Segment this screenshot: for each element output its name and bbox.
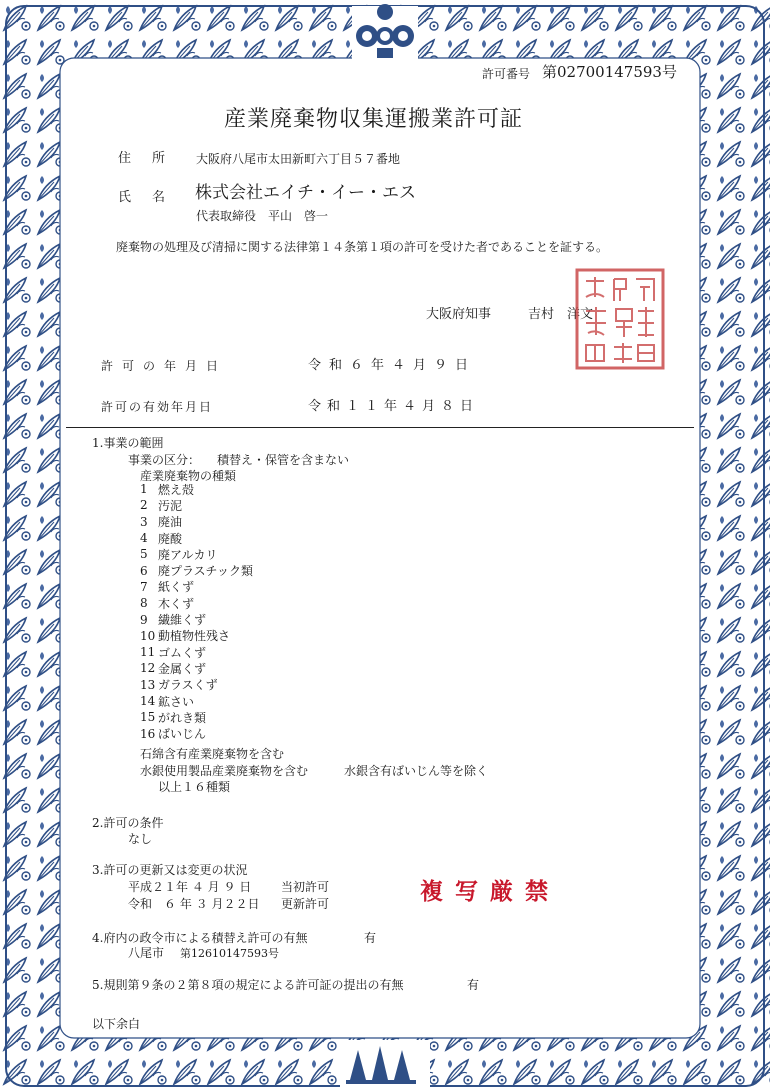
history-date-2: 令和 ６ 年 ３ 月２２日 bbox=[128, 897, 260, 911]
business-division-value: 積替え・保管を含まない bbox=[217, 453, 350, 467]
governor-name: 吉村 洋文 bbox=[528, 307, 594, 322]
waste-type-item bbox=[140, 595, 253, 611]
waste-type-item bbox=[140, 546, 253, 562]
waste-type-name: 燃え殻 bbox=[158, 482, 195, 497]
waste-type-number: 3 bbox=[140, 514, 148, 529]
waste-type-number: 4 bbox=[140, 531, 148, 546]
permit-number-label: 許可番号 bbox=[482, 67, 531, 81]
section5-value: 有 bbox=[467, 978, 480, 992]
waste-type-number: 15 bbox=[140, 710, 156, 725]
waste-type-number: 10 bbox=[140, 628, 156, 643]
waste-type-item bbox=[140, 481, 253, 497]
waste-type-number: 9 bbox=[140, 612, 148, 627]
waste-type-name: 紙くず bbox=[158, 580, 195, 595]
bottom-ornament bbox=[340, 1040, 430, 1088]
waste-type-name: がれき類 bbox=[158, 710, 207, 725]
total-count: 以上１６種類 bbox=[158, 780, 231, 794]
waste-type-name: 廃アルカリ bbox=[158, 547, 218, 562]
waste-type-name: 木くず bbox=[158, 596, 195, 611]
name-label: 氏 名 bbox=[118, 190, 170, 205]
waste-type-item bbox=[140, 611, 253, 627]
permit-number: 第02700147593号 bbox=[542, 63, 677, 81]
waste-type-number: 16 bbox=[140, 726, 156, 741]
official-seal bbox=[574, 267, 666, 371]
business-division-label: 事業の区分： bbox=[128, 453, 201, 467]
section1-heading: 1.事業の範囲 bbox=[92, 436, 164, 450]
closing-note: 以下余白 bbox=[92, 1017, 141, 1031]
document-title: 産業廃棄物収集運搬業許可証 bbox=[224, 107, 524, 132]
waste-type-name: 廃油 bbox=[158, 515, 183, 530]
waste-type-item bbox=[140, 497, 253, 513]
section4-heading: 4.府内の政令市による積替え許可の有無 bbox=[92, 931, 308, 945]
waste-type-number: 2 bbox=[140, 498, 148, 513]
section2-heading: 2.許可の条件 bbox=[92, 816, 164, 830]
waste-type-name: 廃プラスチック類 bbox=[158, 564, 254, 579]
mercury-note: 水銀使用製品産業廃棄物を含む bbox=[140, 764, 309, 778]
waste-type-name: ばいじん bbox=[158, 727, 207, 742]
waste-type-list bbox=[140, 481, 253, 742]
waste-type-item bbox=[140, 693, 253, 709]
waste-type-item bbox=[140, 628, 253, 644]
history-date-1: 平成２１年 ４ 月 ９ 日 bbox=[128, 880, 252, 894]
section-divider bbox=[66, 427, 694, 428]
waste-type-item bbox=[140, 579, 253, 595]
no-copy-stamp: 複写厳禁 bbox=[420, 878, 560, 905]
waste-type-item bbox=[140, 514, 253, 530]
company-name: 株式会社エイチ・イー・エス bbox=[195, 183, 416, 203]
waste-type-name: 鉱さい bbox=[158, 694, 195, 709]
waste-type-item bbox=[140, 725, 253, 741]
waste-type-number: 1 bbox=[140, 482, 148, 497]
address-value: 大阪府八尾市太田新町六丁目５７番地 bbox=[196, 152, 401, 166]
waste-type-name: 動植物性残さ bbox=[158, 629, 231, 644]
waste-type-name: ガラスくず bbox=[158, 678, 218, 693]
waste-type-item bbox=[140, 644, 253, 660]
expiry-date-label: 許可の有効年月日 bbox=[101, 400, 214, 414]
waste-type-item bbox=[140, 677, 253, 693]
waste-type-number: 12 bbox=[140, 661, 156, 676]
representative: 代表取締役 平山 啓一 bbox=[196, 209, 329, 223]
expiry-date-value: 令和１１年４月８日 bbox=[308, 399, 480, 414]
waste-type-name: 廃酸 bbox=[158, 531, 183, 546]
waste-type-item bbox=[140, 660, 253, 676]
waste-type-name: 金属くず bbox=[158, 661, 207, 676]
waste-type-name: 汚泥 bbox=[158, 498, 183, 513]
waste-type-item bbox=[140, 562, 253, 578]
waste-type-item bbox=[140, 709, 253, 725]
waste-type-name: 繊維くず bbox=[158, 613, 207, 628]
prefecture-emblem bbox=[352, 4, 418, 60]
section4-value: 有 bbox=[364, 931, 377, 945]
section4-city: 八尾市 bbox=[128, 946, 165, 960]
waste-type-number: 8 bbox=[140, 596, 148, 611]
waste-types-label: 産業廃棄物の種類 bbox=[140, 469, 237, 483]
waste-type-number: 5 bbox=[140, 547, 148, 562]
issue-date-label: 許可の年月日 bbox=[101, 359, 228, 373]
waste-type-number: 13 bbox=[140, 677, 156, 692]
mercury-dust-note: 水銀含有ばいじん等を除く bbox=[344, 764, 489, 778]
waste-type-number: 11 bbox=[140, 645, 156, 660]
waste-type-item bbox=[140, 530, 253, 546]
section4-city-permit: 第12610147593号 bbox=[180, 947, 279, 960]
history-note-1: 当初許可 bbox=[281, 880, 330, 894]
certification-statement: 廃棄物の処理及び清掃に関する法律第１４条第１項の許可を受けた者であることを証する。 bbox=[116, 240, 609, 254]
history-note-2: 更新許可 bbox=[281, 897, 330, 911]
waste-type-name: ゴムくず bbox=[158, 645, 207, 660]
section3-heading: 3.許可の更新又は変更の状況 bbox=[92, 863, 248, 877]
asbestos-note: 石綿含有産業廃棄物を含む bbox=[140, 747, 285, 761]
address-label: 住 所 bbox=[118, 151, 170, 166]
waste-type-number: 7 bbox=[140, 579, 148, 594]
waste-type-number: 6 bbox=[140, 563, 148, 578]
governor-title: 大阪府知事 bbox=[426, 307, 492, 322]
waste-type-number: 14 bbox=[140, 694, 156, 708]
section5-heading: 5.規則第９条の２第８項の規定による許可証の提出の有無 bbox=[92, 978, 404, 992]
issue-date-value: 令和６年４月９日 bbox=[308, 358, 477, 373]
section2-value: なし bbox=[128, 832, 153, 846]
